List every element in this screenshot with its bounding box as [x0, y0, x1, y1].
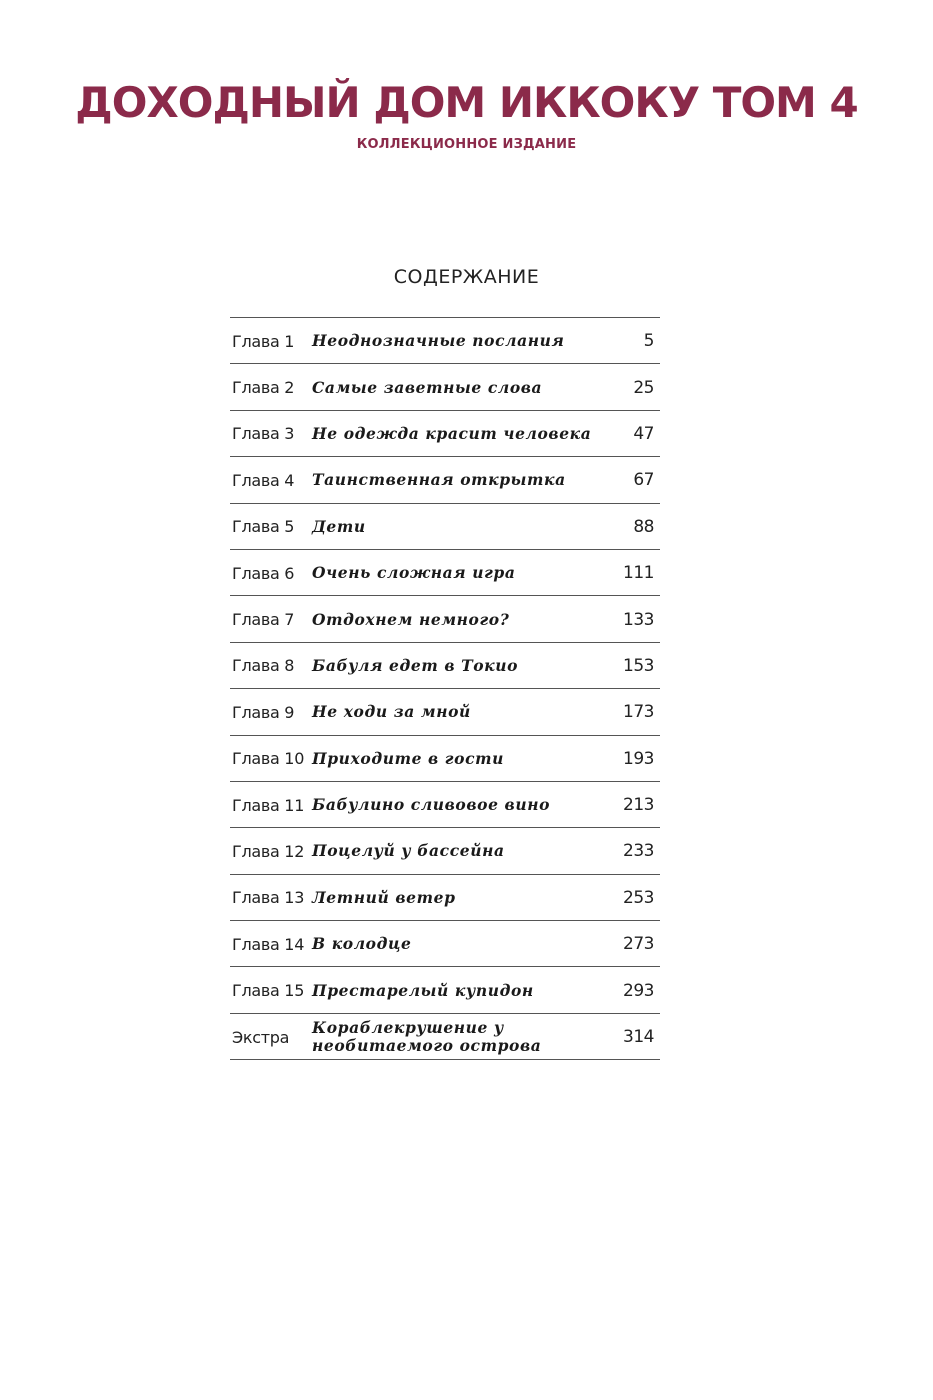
- page-number: 47: [633, 423, 654, 444]
- page-number: 253: [623, 887, 654, 908]
- chapter-label: Глава 15: [232, 981, 305, 1001]
- toc-entry[interactable]: [230, 875, 660, 921]
- chapter-title: Престарелый купидон: [312, 980, 534, 1000]
- page-number: 88: [633, 516, 654, 537]
- page-number: 67: [633, 470, 654, 491]
- toc-entry[interactable]: [230, 689, 660, 735]
- page-number: 133: [623, 609, 654, 630]
- chapter-title: Дети: [312, 516, 366, 536]
- page-number: 5: [643, 331, 654, 352]
- toc-entry[interactable]: [230, 364, 660, 410]
- page-number: 273: [623, 934, 654, 955]
- chapter-label: Экстра: [232, 1027, 290, 1047]
- chapter-label: Глава 4: [232, 470, 295, 490]
- chapter-label: Глава 6: [232, 563, 295, 583]
- book-title: ДОХОДНЫЙ ДОМ ИККОКУ ТОМ 4: [75, 78, 858, 127]
- page-number: 213: [623, 795, 654, 816]
- chapter-title: Поцелуй у бассейна: [312, 841, 505, 861]
- book-subtitle: КОЛЛЕКЦИОННОЕ ИЗДАНИЕ: [356, 137, 577, 152]
- toc-entry[interactable]: [230, 596, 660, 642]
- toc-entry[interactable]: [230, 550, 660, 596]
- toc-heading: СОДЕРЖАНИЕ: [393, 266, 540, 288]
- toc-entry[interactable]: [230, 411, 660, 457]
- page-number: 233: [623, 841, 654, 862]
- toc-entry[interactable]: [230, 736, 660, 782]
- chapter-label: Глава 9: [232, 702, 295, 722]
- toc-entry[interactable]: [230, 967, 660, 1013]
- chapter-label: Глава 10: [232, 749, 305, 769]
- chapter-title: Очень сложная игра: [312, 563, 516, 583]
- toc-entry[interactable]: [230, 318, 660, 364]
- page-number: 293: [623, 980, 654, 1001]
- page-number: 173: [623, 702, 654, 723]
- chapter-title: Кораблекрушение у необитаемого острова: [312, 1018, 542, 1056]
- chapter-label: Глава 7: [232, 610, 295, 630]
- chapter-title: Бабуля едет в Токио: [312, 655, 519, 675]
- page-number: 25: [633, 377, 654, 398]
- page-number: 193: [623, 748, 654, 769]
- chapter-label: Глава 2: [232, 378, 295, 398]
- chapter-label: Глава 14: [232, 934, 305, 954]
- chapter-label: Глава 3: [232, 424, 295, 444]
- chapter-title: Самые заветные слова: [312, 377, 543, 397]
- toc-entry[interactable]: [230, 457, 660, 503]
- page-number: 153: [623, 655, 654, 676]
- toc-entry[interactable]: [230, 828, 660, 874]
- toc-entry[interactable]: [230, 782, 660, 828]
- chapter-label: Глава 5: [232, 517, 295, 537]
- chapter-label: Глава 1: [232, 331, 295, 351]
- chapter-title: Отдохнем немного?: [312, 609, 510, 629]
- chapter-title: Неоднозначные послания: [312, 331, 565, 351]
- chapter-title: Приходите в гости: [312, 748, 504, 768]
- toc-entry[interactable]: [230, 921, 660, 967]
- chapter-label: Глава 11: [232, 795, 305, 815]
- chapter-title: Бабулино сливовое вино: [312, 795, 551, 815]
- table-of-contents: [230, 317, 660, 1060]
- chapter-label: Глава 12: [232, 841, 305, 861]
- chapter-label: Глава 8: [232, 656, 295, 676]
- chapter-label: Глава 13: [232, 888, 305, 908]
- chapter-title: Не ходи за мной: [312, 702, 471, 722]
- chapter-title: В колодце: [312, 934, 412, 954]
- page-number: 314: [623, 1027, 654, 1048]
- chapter-title: Летний ветер: [312, 887, 456, 907]
- toc-entry[interactable]: [230, 643, 660, 689]
- toc-entry[interactable]: [230, 504, 660, 550]
- chapter-title: Не одежда красит человека: [312, 423, 592, 443]
- page-number: 111: [623, 563, 654, 584]
- toc-entry[interactable]: [230, 1014, 660, 1060]
- chapter-title: Таинственная открытка: [312, 470, 566, 490]
